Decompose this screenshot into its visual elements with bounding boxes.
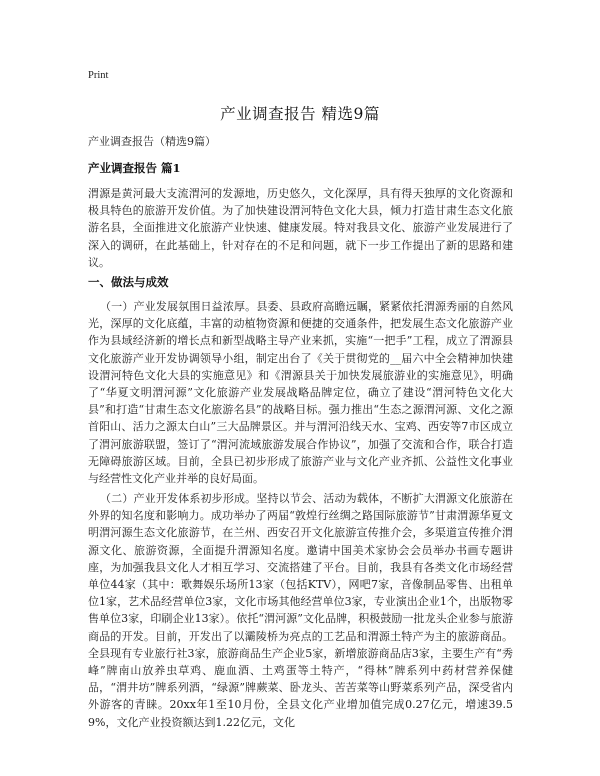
intro-paragraph: 渭源是黄河最大支流渭河的发源地，历史悠久，文化深厚，具有得天独厚的文化资源和极具特色的旅游开发价值。为了加快建设渭河特色文化大县，倾力打造甘肃生态文化旅游名县，全面推进文化旅游产业快速、健康发展。特对我县文化、旅游产业发展进行了深入的调研，在此基础上，针对存在的不足和问题，就下一步工作提出了新的思路和建议。	[88, 187, 513, 269]
paragraph-industry-atmosphere: （一）产业发展氛围日益浓厚。县委、县政府高瞻远瞩，紧紧依托渭源秀丽的自然风光，深厚的文化底蕴，丰富的动植物资源和便捷的交通条件，把发展生态文化旅游产业作为县域经济新的增长点和新型战略主导产业来抓，实施“一把手”工程，成立了渭源县文化旅游产业开发协调领导小组，制定出台了《关于贯彻党的__届六中全会精神加快建设渭河特色文化大县的实施意见》和《渭源县关于加快发展旅游业的实施意见》，明确了“华夏文明渭河源”文化旅游产业发展战略品牌定位，确立了建设“渭河特色文化大县”和打造“甘肃生态文化旅游名县”的战略目标。强力推出“生态之源渭河源、文化之源首阳山、活力之源太白山”三大品牌景区。并与渭河沿线天水、宝鸡、西安等7市区成立了渭河旅游联盟，签订了“渭河流域旅游发展合作协议”，加强了交流和合作，联合打造无障碍旅游区域。目前，全县已初步形成了旅游产业与文化产业齐抓、公益性文化事业与经营性文化产业并举的良好局面。	[88, 300, 513, 486]
section-heading: 一、做法与成效	[88, 275, 169, 289]
document-subtitle: 产业调查报告（精选9篇）	[88, 135, 216, 148]
paragraph-development-system: （二）产业开发体系初步形成。坚持以节会、活动为载体，不断扩大渭源文化旅游在外界的知名度和影响力。成功举办了两届“敦煌行丝绸之路国际旅游节”甘肃渭源华夏文明渭河源生态文化旅游节，在兰州、西安召开文化旅游宣传推介会，多渠道宣传推介渭源文化、旅游资源，全面提升渭源知名度。邀请中国美术家协会会员举办书画专题讲座，为加强我县文化人才相互学习、交流搭建了平台。目前，我县有各类文化市场经营单位44家（其中：歌舞娱乐场所13家（包括KTV），网吧7家，音像制品零售、出租单位1家，艺术品经营单位3家，文化市场其他经营单位3家，专业演出企业1个，出版物零售单位3家，印刷企业13家）。依托“渭河源”文化品牌，积极鼓励一批龙头企业参与旅游商品的开发。目前，开发出了以灞陵桥为亮点的工艺品和渭源土特产为主的旅游商品。全县现有专业旅行社3家，旅游商品生产企业5家，新增旅游商品店3家，主要生产有“秀峰”牌南山放养虫草鸡、鹿血酒、土鸡蛋等土特产，“得林”牌系列中药材营养保健品，“渭井坊”牌系列酒，“绿源”牌蕨菜、卧龙头、苦苦菜等山野菜系列产品，深受省内外游客的青睐。20xx年1至10月份，全县文化产业增加值完成0.27亿元，增速39.59%，文化产业投资额达到1.22亿元，文化	[88, 492, 513, 729]
article-heading: 产业调查报告 篇1	[88, 161, 181, 175]
page-title: 产业调查报告 精选9篇	[220, 105, 380, 123]
print-label[interactable]: Print	[88, 70, 109, 81]
